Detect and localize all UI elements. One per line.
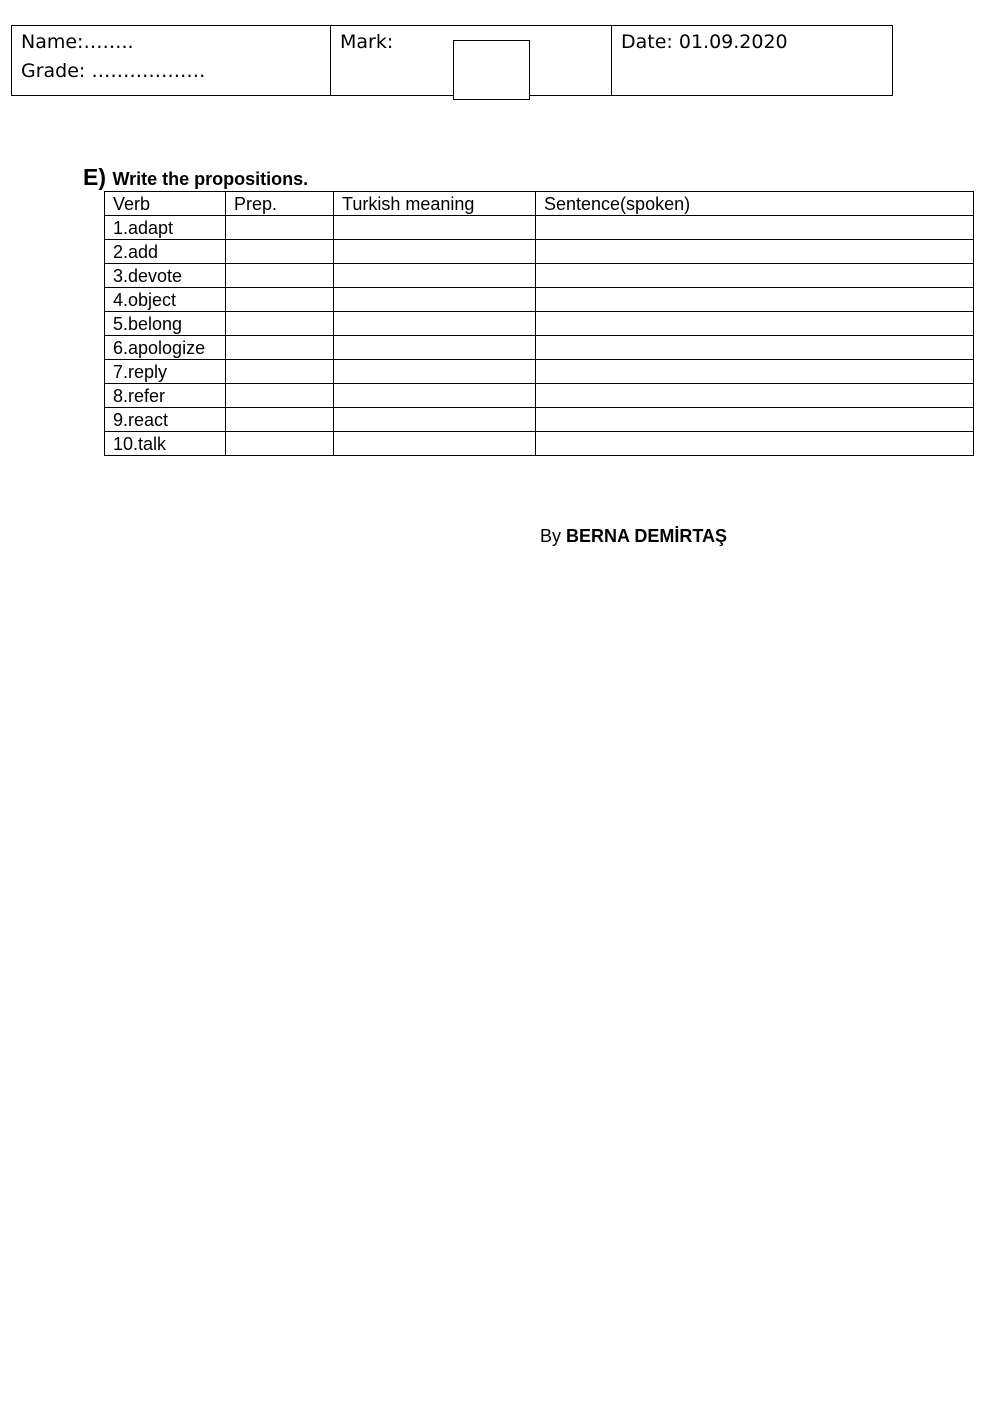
verb-cell: 4.object: [105, 288, 226, 312]
table-row: [105, 360, 974, 384]
section-instruction: Write the propositions.: [112, 169, 309, 189]
sentence-cell[interactable]: [536, 240, 974, 264]
verb-cell: 7.reply: [105, 360, 226, 384]
meaning-cell[interactable]: [334, 288, 536, 312]
sentence-cell[interactable]: [536, 432, 974, 456]
section-title: [83, 164, 308, 191]
date-cell: [612, 26, 893, 96]
verb-cell: 5.belong: [105, 312, 226, 336]
sentence-cell[interactable]: [536, 288, 974, 312]
mark-label: Mark:: [340, 31, 394, 53]
column-header-meaning: Turkish meaning: [334, 192, 536, 216]
sentence-cell[interactable]: [536, 360, 974, 384]
prep-cell[interactable]: [226, 216, 334, 240]
prep-cell[interactable]: [226, 288, 334, 312]
name-grade-cell: [12, 26, 331, 96]
table-row: [105, 336, 974, 360]
prep-cell[interactable]: [226, 384, 334, 408]
grade-field[interactable]: Grade: ………………: [21, 60, 206, 82]
sentence-cell[interactable]: [536, 264, 974, 288]
verb-cell: 3.devote: [105, 264, 226, 288]
author-credit: [540, 526, 727, 547]
table-header-row: [105, 192, 974, 216]
header-info-table: [11, 25, 893, 96]
author-prefix: By: [540, 526, 562, 546]
prep-cell[interactable]: [226, 312, 334, 336]
meaning-cell[interactable]: [334, 336, 536, 360]
prep-cell[interactable]: [226, 336, 334, 360]
meaning-cell[interactable]: [334, 384, 536, 408]
verb-cell: 8.refer: [105, 384, 226, 408]
meaning-cell[interactable]: [334, 432, 536, 456]
sentence-cell[interactable]: [536, 408, 974, 432]
verb-cell: 10.talk: [105, 432, 226, 456]
verb-cell: 6.apologize: [105, 336, 226, 360]
table-row: [105, 264, 974, 288]
prep-cell[interactable]: [226, 408, 334, 432]
prep-cell[interactable]: [226, 360, 334, 384]
prep-cell[interactable]: [226, 432, 334, 456]
sentence-cell[interactable]: [536, 384, 974, 408]
author-name: BERNA DEMİRTAŞ: [566, 526, 728, 546]
sentence-cell[interactable]: [536, 336, 974, 360]
mark-input-box[interactable]: [453, 40, 530, 100]
verb-cell: 2.add: [105, 240, 226, 264]
meaning-cell[interactable]: [334, 312, 536, 336]
table-row: [105, 384, 974, 408]
section-letter: E): [83, 164, 106, 190]
name-field[interactable]: Name:……..: [21, 31, 134, 53]
sentence-cell[interactable]: [536, 312, 974, 336]
table-row: [105, 240, 974, 264]
prep-cell[interactable]: [226, 264, 334, 288]
table-row: [105, 216, 974, 240]
meaning-cell[interactable]: [334, 264, 536, 288]
column-header-prep: Prep.: [226, 192, 334, 216]
meaning-cell[interactable]: [334, 216, 536, 240]
verb-cell: 9.react: [105, 408, 226, 432]
prep-cell[interactable]: [226, 240, 334, 264]
date-label: Date: 01.09.2020: [621, 31, 788, 53]
verb-preposition-table: [104, 191, 974, 456]
meaning-cell[interactable]: [334, 408, 536, 432]
table-row: [105, 288, 974, 312]
meaning-cell[interactable]: [334, 240, 536, 264]
column-header-sentence: Sentence(spoken): [536, 192, 974, 216]
table-row: [105, 408, 974, 432]
table-row: [105, 312, 974, 336]
sentence-cell[interactable]: [536, 216, 974, 240]
verb-cell: 1.adapt: [105, 216, 226, 240]
table-row: [105, 432, 974, 456]
meaning-cell[interactable]: [334, 360, 536, 384]
column-header-verb: Verb: [105, 192, 226, 216]
